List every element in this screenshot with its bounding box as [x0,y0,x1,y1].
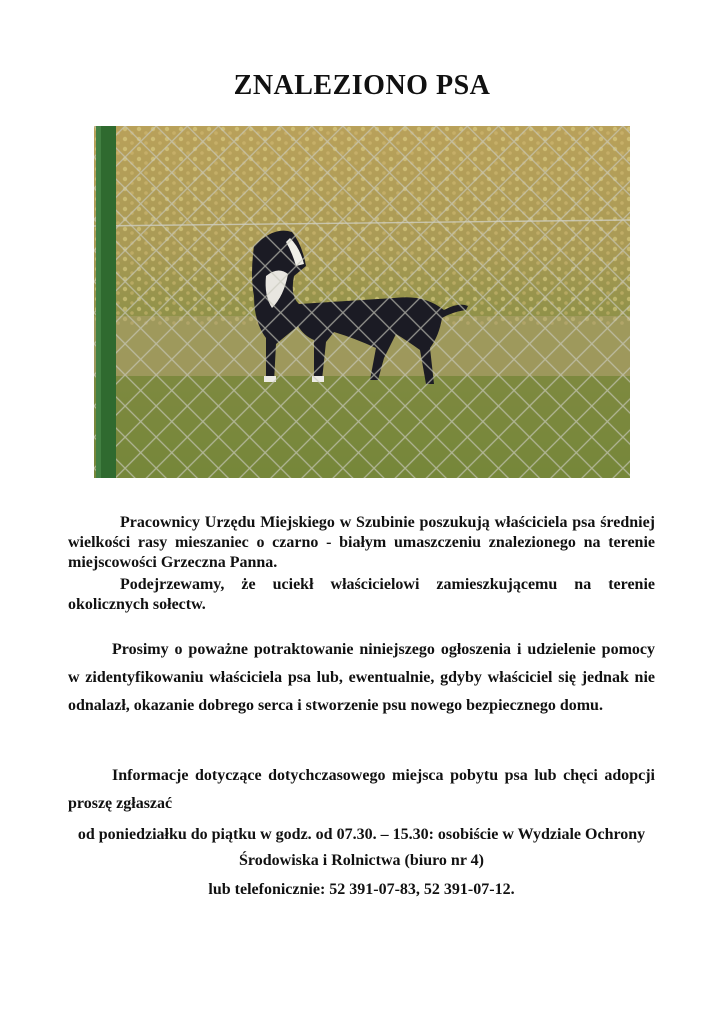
paragraph-search-owner: Pracownicy Urzędu Miejskiego w Szubinie poszukują właściciela psa średniej wielkości rasy mieszaniec o czarno - białym umaszczeniu znalezionego na terenie miejscowości Grzeczna Panna. [68,514,655,571]
paragraph-contact-info: Informacje dotyczące dotychczasowego miejsca pobytu psa lub chęci adopcji proszę zgłaszać [68,767,655,812]
phone-numbers: lub telefonicznie: 52 391-07-83, 52 391-07-12. [208,881,515,898]
page-title: ZNALEZIONO PSA [233,70,491,101]
paragraph-request: Prosimy o poważne potraktowanie niniejszego ogłoszenia i udzielenie pomocy w zidentyfikowaniu właściciela psa lub, ewentualnie, gdyby właściciel się jednak nie odnalazł, okazanie dobrego serca i stworzenie psu nowego bezpiecznego domu. [68,641,655,714]
dog-photo [94,126,630,478]
office-hours: od poniedziałku do piątku w godz. od 07.30. – 15.30: osobiście w Wydziale Ochrony Środowiska i Rolnictwa (biuro nr 4) [77,826,646,869]
paragraph-ran-away: Podejrzewamy, że uciekł właścicielowi zamieszkującemu na terenie okolicznych sołectw. [68,576,655,613]
